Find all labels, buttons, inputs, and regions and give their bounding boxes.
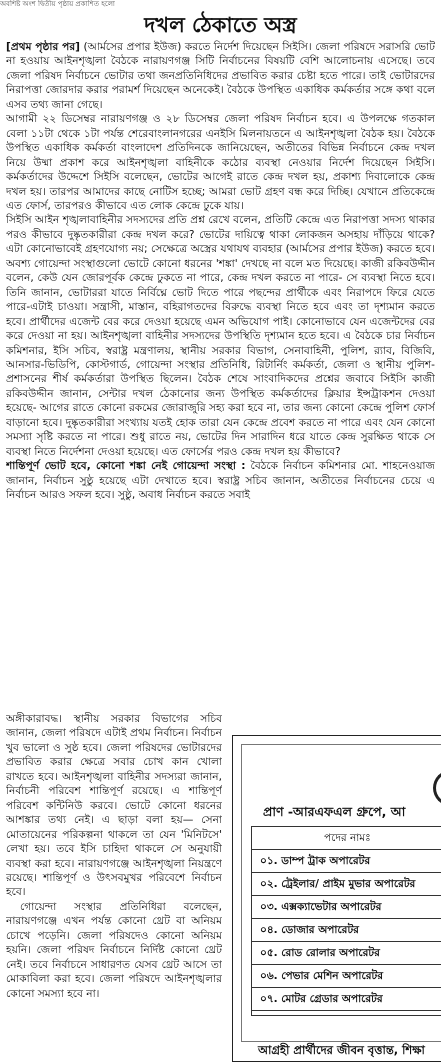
position-row: ০১. ডাম্প ট্রাক অপারেটর — [252, 850, 441, 873]
paragraph-3: সিইসি আইন শৃঙ্খলাবাহিনীর সদস্যদের প্রতি প্রশ্ন রেখে বলেন, প্রতিটি কেন্দ্রে এত নিরাপত্তা সদস্য থাকার পরও কীভাবে দুষ্কৃতকারীরা কেন্দ্র দখল করে? ভোটের দায়িত্বে থাকা লোকজন অসহায় দাঁড়িয়ে থাকে? এটা কোনোভাবেই গ্রহণযোগ্য নয়; সেক্ষেত্রে অস্ত্রের যথাযথ ব্যবহার (আর্মসের প্রপার ইউজ) করতে হবে। অবশ্য গোয়েন্দা সংস্থাগুলো ভোটে কোনো ধরনের 'শঙ্কা' দেখছে না বলে মত দিয়েছে। কাজী রকিবউদ্দীন বলেন, কেউ যেন জোরপূর্বক কেন্দ্রে ঢুকতে না পারে, কেন্দ্র দখল করতে না পারে- সে ব্যবস্থা নিতে হবে। তিনি জানান, ভোটাররা যাতে নির্বিঘ্নে ভোট দিতে পারে পছন্দের প্রার্থীকে এবং নিরাপদে ফিরে যেতে পারে-এটাই চাওয়া। সন্ত্রাসী, মাস্তান, বহিরাগতদের বিরুদ্ধে ব্যবস্থা নিতে হবে এবং তা দৃশ্যমান করতে হবে। প্রার্থীদের এজেন্ট বের করে দেওয়া হয়েছে এমন অভিযোগ পাই। কোনোভাবে যেন এজেন্টদের বের করে দেওয়া না হয়। আইনশৃঙ্খলা বাহিনীর সদস্যদের উপস্থিতি দৃশ্যমান হতে হবে। এ বৈঠকে চার নির্বাচন কমিশনার, ইসি সচিব, স্বরাষ্ট্র মন্ত্রণালয়, স্থানীয় সরকার বিভাগ, সেনাবাহিনী, পুলিশ, র‍্যাব, বিজিবি, আনসার-ভিডিপি, কোস্টগার্ড, গোয়েন্দা সংস্থার প্রতিনিধি, রিটার্নিং কর্মকর্তা, জেলা ও স্থানীয় পুলিশ-প্রশাসনের শীর্ষ কর্মকর্তারা উপস্থিত ছিলেন। বৈঠক শেষে সাংবাদিকদের প্রশ্নের জবাবে সিইসি কাজী রকিবউদ্দীন জানান, সেন্টার দখল ঠেকানোর জন্য উপস্থিত কর্মকর্তাদের ক্লিয়ার ইন্সট্রাকশন দেওয়া হয়েছে- আগের রাতে কোনো রকমের জোরাজুরি সহ্য করা হবে না, তার জন্য কোনো কেন্দ্রে পুলিশ ফোর্স বাড়ানো হবে। দুষ্কৃতকারীরা সংখ্যায় যতই হোক তারা যেন কেন্দ্রে প্রবেশ করতে না পারে এবং যেন কোনো সমস্যা সৃষ্টি করতে না পারে। শুধু রাতে নয়, ভোটের দিন সারাদিন ধরে যাতে কেন্দ্র সুরক্ষিত থাকে সে ব্যবস্থা নিতে নির্দেশনা দেওয়া হয়েছে। এত ফোর্সের পরও কেন্দ্র দখল হয় কীভাবে? — [6, 214, 435, 458]
paragraph-1 — [6, 40, 435, 112]
article-headline: দখল ঠেকাতে অস্ত্র — [144, 12, 297, 37]
position-row: ০৪. ডোজার অপারেটর — [252, 919, 441, 942]
job-advertisement — [232, 735, 441, 1062]
continuation-label: [প্রথম পৃষ্ঠার পর] — [6, 41, 80, 53]
top-cut-line: অবশিষ্ট অংশ দ্বিতীয় পৃষ্ঠায় প্রকাশিত হলো — [0, 0, 115, 8]
position-row: ০২. ট্রেইলার/ প্রাইম মুভার অপারেটর — [252, 873, 441, 896]
narrow-paragraph-1: অঙ্গীকারাবদ্ধ। স্থানীয় সরকার বিভাগের সচিব জানান, জেলা পরিষদে এটাই প্রথম নির্বাচন। নির্বাচন খুব ভালো ও সুষ্ঠ হবে। জেলা পরিষদের ভোটারদের প্রভাবিত করার ক্ষেত্রে সবার চোখ কান খোলা রাখতে হবে। আইনশৃঙ্খলা বাহিনীর সদস্যরা জানান, নির্বাচনী পরিবেশ শান্তিপূর্ণ রয়েছে। এ শান্তিপূর্ণ পরিবেশ কন্টিনিউ করবে। ভোটে কোনো ধরনের আশঙ্কার তথ্য নেই। এ ছাড়া বলা হয়— সেনা মোতায়েনের পরিকল্পনা থাকলে তা যেন 'মিনিটসে' লেখা হয়। তবে ইসি চাহিদা থাকলে সে অনুযায়ী ব্যবস্থা করা হবে। নারায়ণগঞ্জে আইনশৃঙ্খলা নিয়ন্ত্রণে রয়েছে। শান্তিপূর্ণ ও উৎসবমুখর পরিবেশে নির্বাচন হবে। — [6, 713, 222, 899]
positions-table — [251, 826, 441, 1016]
paragraph-2: আগামী ২২ ডিসেম্বর নারায়ণগঞ্জ ও ২৮ ডিসেম্বর জেলা পরিষদ নির্বাচন হবে। এ উপলক্ষে গতকাল বেলা ১১টা থেকে ১টা পর্যন্ত শেরেবাংলানগরের এনইসি মিলনায়তনে এ আইনশৃঙ্খলা বৈঠক হয়। বৈঠকে উপস্থিত একাধিক কর্মকর্তা বাংলাদেশ প্রতিদিনকে জানিয়েছেন, অতীতের বিভিন্ন নির্বাচনে কেন্দ্র দখল নিয়ে উষ্মা প্রকাশ করে আইনশৃঙ্খলা বাহিনীকে কঠোর ব্যবস্থা নেওয়ার নির্দেশ দিয়েছেন সিইসি। কর্মকর্তাদের উদ্দেশে সিইসি বলেছেন, ভোটের আগেই রাতে কেন্দ্র দখল হয়, প্রকাশ্য দিবালোকে কেন্দ্র দখল হয়। তারপর আমাদের কাছে নোটিস হচ্ছে; আমরা ভোট গ্রহণ বন্ধ করে দিচ্ছি। যেখানে প্রতিকেন্দ্রে এত ফোর্স, তারপরও কীভাবে এত লোক কেন্দ্রে ঢুকে যায়। — [6, 113, 435, 212]
position-row: ০৬. পেভার মেশিন অপারেটর — [252, 965, 441, 988]
positions-table-header: পদের নামঃ — [252, 827, 441, 850]
position-row: ০৫. রোড রোলার অপারেটর — [252, 942, 441, 965]
narrow-paragraph-2: গোয়েন্দা সংস্থার প্রতিনিধিরা বলেছেন, নারায়ণগঞ্জে এখন পর্যন্ত কোনো থ্রেট বা অনিয়ম চোখে পড়েনি। জেলা পরিষদেও কোনো অনিয়ম হয়নি। জেলা পরিষদ নির্বাচনে নির্দিষ্ট কোনো থ্রেট নেই। তবে নির্বাচনে সাধারণত যেসব থ্রেট আসে তা মোকাবিলা করা হবে। জেলা পরিষদে আইনশৃঙ্খলার কোনো সমস্যা হবে না। — [6, 900, 222, 1000]
position-row: ০৩. এক্সক্যাভেটার অপারেটর — [252, 896, 441, 919]
ad-footer-text: আগ্রহী প্রার্থীদের জীবন বৃত্তান্ত, শিক্ষা — [258, 1043, 425, 1057]
paragraph-4 — [6, 459, 435, 502]
article-body-narrow-column — [6, 712, 222, 1052]
article-body-full-width — [6, 40, 435, 712]
subheading: শান্তিপূর্ণ ভোট হবে, কোনো শঙ্কা নেই গোয়েন্দা সংস্থা : — [6, 460, 246, 473]
position-row: ০৭. মোটর গ্রেডার অপারেটর — [252, 988, 441, 1011]
ad-headline: প্রাণ -আরএফএল গ্রুপে, আ — [263, 804, 406, 819]
paragraph-4-text: বৈঠকে নির্বাচন কমিশনার মো. শাহনেওয়াজ জানান, নির্বাচন সুষ্ঠু হয়েছে এটা দেখাতে হবে। স্বরাষ্ট্র সচিব জানান, অতীতের নির্বাচনের চেয়ে এ নির্বাচন আরও সফল হবে। সুষ্ঠু, অবাধ নির্বাচন করতে সবাই — [6, 460, 435, 502]
paragraph-1-text: (আর্মসের প্রপার ইউজ) করতে নির্দেশ দিয়েছেন সিইসি। জেলা পরিষদে সরাসরি ভোট না হওয়ায় আইনশৃঙ্খলা বৈঠকে নারায়ণগঞ্জ সিটি নির্বাচনের বিষয়টি বেশি আলোচনায় এসেছে। তবে জেলা পরিষদ নির্বাচনে ভোটার তথা জনপ্রতিনিধিদের প্রভাবিত করার চেষ্টা হতে পারে। তাই ভোটারদের নিরাপত্তা জোরদার করার পরামর্শ দিয়েছেন অনেকেই। বৈঠকে উপস্থিত একাধিক কর্মকর্তার সঙ্গে কথা বলে এসব তথ্য জানা গেছে। — [6, 41, 435, 111]
